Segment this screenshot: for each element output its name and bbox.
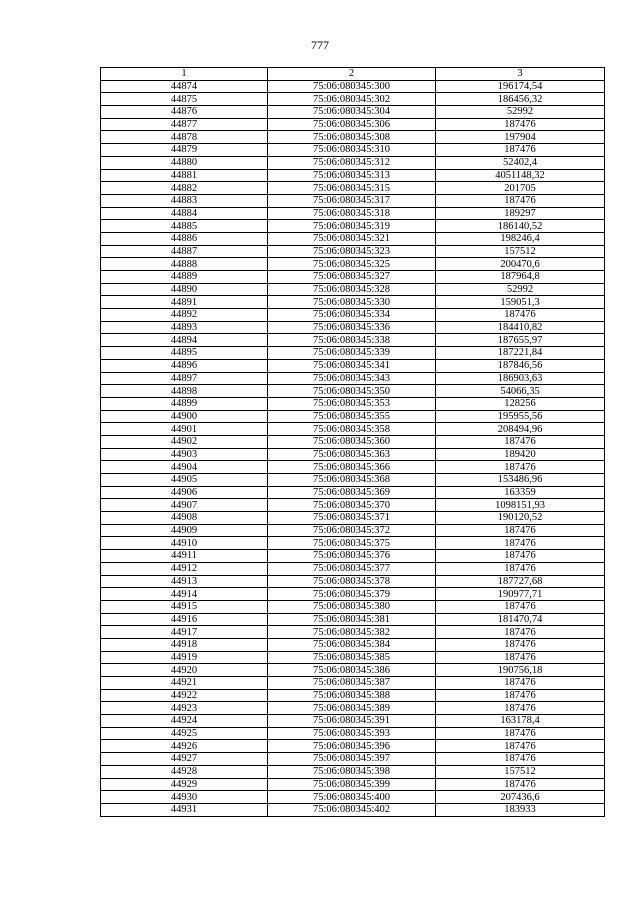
table-row [101,194,605,207]
table-cell: 44902 [101,435,268,448]
table-cell: 44906 [101,486,268,499]
table-cell: 75:06:080345:312 [268,156,436,169]
table-cell: 44881 [101,169,268,182]
table-row [101,588,605,601]
table-cell: 157512 [436,765,605,778]
table-cell: 195955,56 [436,410,605,423]
table-cell: 75:06:080345:391 [268,715,436,728]
table-row [101,118,605,131]
table-cell: 163178,4 [436,715,605,728]
table-cell: 75:06:080345:376 [268,550,436,563]
table-row [101,651,605,664]
table-cell: 75:06:080345:360 [268,435,436,448]
table-cell: 75:06:080345:304 [268,106,436,119]
table-cell: 44877 [101,118,268,131]
data-table [100,67,605,817]
table-cell: 189297 [436,207,605,220]
table-row [101,715,605,728]
table-cell: 187476 [436,550,605,563]
table-cell: 75:06:080345:318 [268,207,436,220]
table-cell: 187476 [436,638,605,651]
table-cell: 44905 [101,474,268,487]
table-cell: 75:06:080345:379 [268,588,436,601]
table-cell: 75:06:080345:341 [268,359,436,372]
table-cell: 75:06:080345:382 [268,626,436,639]
page-number: 777 [311,38,329,52]
table-cell: 186140,52 [436,220,605,233]
table-cell: 75:06:080345:399 [268,778,436,791]
table-cell: 75:06:080345:358 [268,423,436,436]
table-cell: 44904 [101,461,268,474]
table-cell: 44879 [101,144,268,157]
table-cell: 54066,35 [436,385,605,398]
table-cell: 187476 [436,537,605,550]
table-cell: 44915 [101,600,268,613]
table-row [101,727,605,740]
table-cell: 75:06:080345:389 [268,702,436,715]
table-row [101,347,605,360]
table-cell: 44874 [101,80,268,93]
table-cell: 75:06:080345:350 [268,385,436,398]
table-cell: 75:06:080345:317 [268,194,436,207]
table-header [101,68,605,81]
table-cell: 187476 [436,651,605,664]
table-cell: 4051148,32 [436,169,605,182]
table-cell: 75:06:080345:310 [268,144,436,157]
table-cell: 75:06:080345:313 [268,169,436,182]
table-cell: 44910 [101,537,268,550]
table-cell: 75:06:080345:386 [268,664,436,677]
table-row [101,80,605,93]
table-cell: 44926 [101,740,268,753]
table-cell: 75:06:080345:330 [268,296,436,309]
table-cell: 187476 [436,689,605,702]
table-row [101,524,605,537]
table-cell: 75:06:080345:371 [268,512,436,525]
table-cell: 44892 [101,309,268,322]
table-cell: 128256 [436,397,605,410]
table-row [101,753,605,766]
table-cell: 201705 [436,182,605,195]
table-cell: 75:06:080345:393 [268,727,436,740]
table-cell: 44886 [101,232,268,245]
table-cell: 75:06:080345:319 [268,220,436,233]
table-cell: 75:06:080345:323 [268,245,436,258]
table-cell: 44897 [101,372,268,385]
table-row [101,334,605,347]
table-cell: 44929 [101,778,268,791]
table-cell: 190756,18 [436,664,605,677]
table-cell: 157512 [436,245,605,258]
table-cell: 75:06:080345:384 [268,638,436,651]
table-cell: 190120,52 [436,512,605,525]
table-cell: 75:06:080345:380 [268,600,436,613]
table-cell: 75:06:080345:387 [268,677,436,690]
table-row [101,321,605,334]
table-cell: 44911 [101,550,268,563]
table-row [101,486,605,499]
table-row [101,664,605,677]
table-cell: 44890 [101,283,268,296]
table-cell: 187476 [436,562,605,575]
table-cell: 44914 [101,588,268,601]
table-cell: 75:06:080345:338 [268,334,436,347]
table-cell: 207436,6 [436,791,605,804]
table-row [101,182,605,195]
table-row [101,461,605,474]
table-row [101,359,605,372]
table-cell: 186903,63 [436,372,605,385]
table-cell: 75:06:080345:388 [268,689,436,702]
table-cell: 75:06:080345:334 [268,309,436,322]
table-cell: 187476 [436,524,605,537]
table-row [101,245,605,258]
table-cell: 200470,6 [436,258,605,271]
table-row [101,689,605,702]
table-cell: 75:06:080345:400 [268,791,436,804]
table-cell: 190977,71 [436,588,605,601]
table-cell: 75:06:080345:366 [268,461,436,474]
table-cell: 44916 [101,613,268,626]
table-cell: 187727,68 [436,575,605,588]
table-row [101,93,605,106]
table-cell: 44930 [101,791,268,804]
table-row [101,232,605,245]
table-cell: 75:06:080345:302 [268,93,436,106]
table-cell: 75:06:080345:375 [268,537,436,550]
table-cell: 52992 [436,283,605,296]
table-row [101,575,605,588]
table-cell: 75:06:080345:321 [268,232,436,245]
table-cell: 75:06:080345:343 [268,372,436,385]
table-cell: 187476 [436,677,605,690]
table-cell: 187476 [436,740,605,753]
table-cell: 198246,4 [436,232,605,245]
table-cell: 187476 [436,753,605,766]
table-row [101,309,605,322]
table-cell: 187476 [436,435,605,448]
table-cell: 208494,96 [436,423,605,436]
table-row [101,258,605,271]
table-row [101,169,605,182]
table-cell: 75:06:080345:368 [268,474,436,487]
table-cell: 187476 [436,626,605,639]
table-cell: 44898 [101,385,268,398]
table-row [101,803,605,816]
table-cell: 183933 [436,803,605,816]
table-row [101,613,605,626]
table-row [101,385,605,398]
table-cell: 75:06:080345:328 [268,283,436,296]
table-cell: 44921 [101,677,268,690]
table-cell: 75:06:080345:339 [268,347,436,360]
table-cell: 187476 [436,600,605,613]
table-cell: 75:06:080345:370 [268,499,436,512]
column-header: 2 [268,68,436,81]
table-cell: 75:06:080345:315 [268,182,436,195]
table-cell: 75:06:080345:381 [268,613,436,626]
table-cell: 44925 [101,727,268,740]
table-cell: 44901 [101,423,268,436]
table-cell: 44882 [101,182,268,195]
table-cell: 187476 [436,702,605,715]
table-row [101,740,605,753]
table-row [101,283,605,296]
table-cell: 44913 [101,575,268,588]
table-cell: 44923 [101,702,268,715]
table-cell: 75:06:080345:300 [268,80,436,93]
table-cell: 187476 [436,727,605,740]
table-cell: 44919 [101,651,268,664]
table-cell: 44888 [101,258,268,271]
table-cell: 44876 [101,106,268,119]
table-cell: 44918 [101,638,268,651]
table-cell: 44903 [101,448,268,461]
table-row [101,207,605,220]
table-cell: 44896 [101,359,268,372]
table-row [101,435,605,448]
table-cell: 44875 [101,93,268,106]
table-cell: 44894 [101,334,268,347]
table-cell: 187655,97 [436,334,605,347]
table-cell: 75:06:080345:306 [268,118,436,131]
table-cell: 44883 [101,194,268,207]
table-cell: 187221,84 [436,347,605,360]
table-body [101,80,605,816]
table-cell: 187476 [436,309,605,322]
table-cell: 44924 [101,715,268,728]
table-cell: 186456,32 [436,93,605,106]
table-cell: 184410,82 [436,321,605,334]
table-cell: 1098151,93 [436,499,605,512]
table-row [101,474,605,487]
table-cell: 189420 [436,448,605,461]
table-cell: 44880 [101,156,268,169]
table-row [101,677,605,690]
table-cell: 187964,8 [436,271,605,284]
table-row [101,638,605,651]
table-row [101,702,605,715]
table-row [101,271,605,284]
table-header-row [101,68,605,81]
table-cell: 44931 [101,803,268,816]
table-cell: 75:06:080345:353 [268,397,436,410]
table-cell: 44889 [101,271,268,284]
table-cell: 44912 [101,562,268,575]
column-header: 3 [436,68,605,81]
table-row [101,372,605,385]
table-cell: 44900 [101,410,268,423]
table-cell: 75:06:080345:396 [268,740,436,753]
table-cell: 44908 [101,512,268,525]
table-cell: 44907 [101,499,268,512]
table-cell: 44928 [101,765,268,778]
table-cell: 44887 [101,245,268,258]
table-row [101,156,605,169]
table-cell: 44909 [101,524,268,537]
table-cell: 163359 [436,486,605,499]
table-row [101,106,605,119]
table-cell: 187476 [436,144,605,157]
table-cell: 52402,4 [436,156,605,169]
table-cell: 75:06:080345:336 [268,321,436,334]
table-row [101,791,605,804]
table-cell: 75:06:080345:363 [268,448,436,461]
table-row [101,562,605,575]
table-cell: 181470,74 [436,613,605,626]
table-row [101,765,605,778]
table-row [101,423,605,436]
table-cell: 187476 [436,778,605,791]
table-row [101,626,605,639]
table-row [101,600,605,613]
table-row [101,550,605,563]
table-cell: 44885 [101,220,268,233]
table-cell: 187476 [436,461,605,474]
table-cell: 75:06:080345:402 [268,803,436,816]
table-cell: 75:06:080345:369 [268,486,436,499]
table-cell: 44891 [101,296,268,309]
table-cell: 75:06:080345:398 [268,765,436,778]
table-cell: 153486,96 [436,474,605,487]
table-cell: 187846,56 [436,359,605,372]
table-row [101,296,605,309]
table-row [101,131,605,144]
table-cell: 44893 [101,321,268,334]
table-cell: 75:06:080345:355 [268,410,436,423]
table-cell: 44895 [101,347,268,360]
table-cell: 159051,3 [436,296,605,309]
table-cell: 75:06:080345:325 [268,258,436,271]
table-row [101,778,605,791]
table-cell: 75:06:080345:372 [268,524,436,537]
table-cell: 75:06:080345:327 [268,271,436,284]
table-row [101,410,605,423]
table-cell: 187476 [436,118,605,131]
table-row [101,499,605,512]
table-cell: 44884 [101,207,268,220]
table-cell: 187476 [436,194,605,207]
table-cell: 44927 [101,753,268,766]
table-cell: 75:06:080345:385 [268,651,436,664]
table-row [101,397,605,410]
table-cell: 197904 [436,131,605,144]
table-cell: 52992 [436,106,605,119]
table-cell: 44878 [101,131,268,144]
table-row [101,512,605,525]
table-row [101,144,605,157]
table-cell: 75:06:080345:378 [268,575,436,588]
table-row [101,220,605,233]
table-row [101,537,605,550]
table-cell: 44920 [101,664,268,677]
table-cell: 75:06:080345:397 [268,753,436,766]
table-cell: 75:06:080345:377 [268,562,436,575]
table-cell: 44899 [101,397,268,410]
table-cell: 44922 [101,689,268,702]
column-header: 1 [101,68,268,81]
table-row [101,448,605,461]
table-cell: 75:06:080345:308 [268,131,436,144]
table-cell: 196174,54 [436,80,605,93]
table-cell: 44917 [101,626,268,639]
